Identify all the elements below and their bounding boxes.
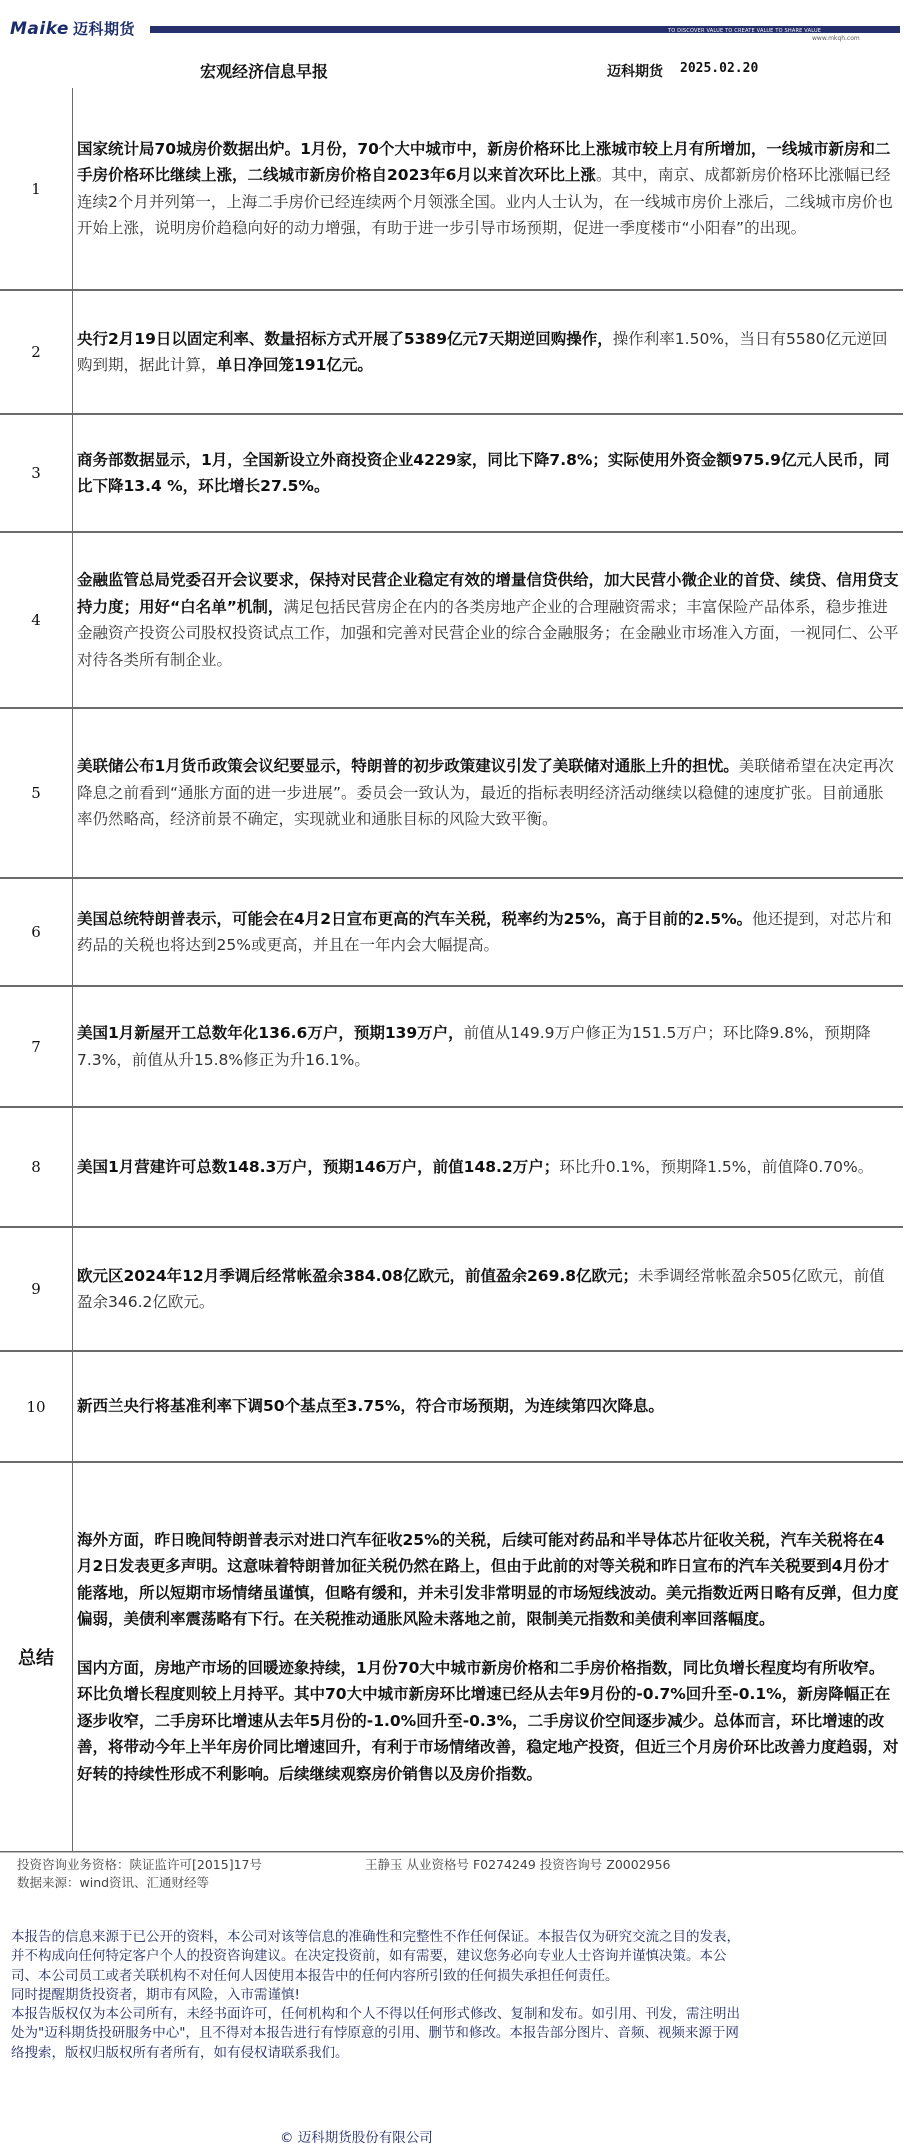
news-detail: 前值从149.9万户修正为151.5万户；环比降9.8%，预期降7.3%，前值从升15.8%修正为升16.1%。 bbox=[77, 1024, 871, 1069]
header-banner bbox=[0, 0, 904, 44]
news-row bbox=[0, 1107, 903, 1227]
report-title: 宏观经济信息早报 bbox=[200, 62, 329, 81]
row-number: 4 bbox=[0, 532, 73, 708]
news-row bbox=[0, 1227, 903, 1351]
news-row bbox=[0, 414, 903, 532]
news-headline: 美国1月新屋开工总数年化136.6万户，预期139万户， bbox=[77, 1024, 464, 1042]
row-number: 6 bbox=[0, 878, 73, 986]
news-detail: 美联储希望在决定再次降息之前看到“通胀方面的进一步进展”。委员会一致认为，最近的指标表明经济活动继续以稳健的速度扩张。目前通胀率仍然略高，经济前景不确定，实现就业和通胀目标的风险大致平衡。 bbox=[77, 757, 894, 829]
company-logo: Maike 迈科期货 bbox=[10, 19, 135, 39]
disclaimer bbox=[11, 1928, 746, 2063]
disclaimer-risk: 同时提醒期货投资者，期市有风险，入市需谨慎! bbox=[11, 1986, 300, 2003]
news-row bbox=[0, 1351, 903, 1462]
news-content bbox=[73, 1351, 904, 1462]
row-number: 9 bbox=[0, 1227, 73, 1351]
qualification-text: 投资咨询业务资格：陕证监许可[2015]17号 bbox=[17, 1857, 262, 1872]
news-detail: 未季调经常帐盈余505亿欧元，前值盈余346.2亿欧元。 bbox=[77, 1266, 885, 1311]
news-content bbox=[73, 878, 904, 986]
row-number: 7 bbox=[0, 986, 73, 1107]
news-content bbox=[73, 414, 904, 532]
news-detail: 环比升0.1%，预期降1.5%，前值降0.70%。 bbox=[559, 1157, 874, 1176]
news-row bbox=[0, 708, 903, 878]
news-content bbox=[73, 986, 904, 1107]
news-row bbox=[0, 878, 903, 986]
row-number: 10 bbox=[0, 1351, 73, 1462]
summary-row bbox=[0, 1462, 903, 1852]
news-row bbox=[0, 532, 903, 708]
news-row bbox=[0, 290, 903, 414]
report-date: 2025.02.20 bbox=[680, 61, 759, 76]
news-headline: 欧元区2024年12月季调后经常帐盈余384.08亿欧元，前值盈余269.8亿欧元； bbox=[77, 1266, 639, 1285]
disclaimer-source: 本报告的信息来源于已公开的资料，本公司对该等信息的准确性和完整性不作任何保证。本报告仅为研究交流之目的发表，并不构成向任何特定客户个人的投资咨询建议。在决定投资前，如有需要，建议您务必向专业人士咨询并谨慎决策。本公司、本公司员工或者关联机构不对任何人因使用本报告中的任何内容所引致的任何损失承担任何责任。 bbox=[11, 1929, 740, 1984]
row-number: 1 bbox=[0, 88, 73, 290]
news-row bbox=[0, 88, 903, 290]
summary-overseas: 海外方面，昨日晚间特朗普表示对进口汽车征收25%的关税，后续可能对药品和半导体芯片征收关税，汽车关税将在4月2日发表更多声明。这意味着特朗普加征关税仍然在路上，但由于此前的对等关税和昨日宣布的汽车关税要到4月份才能落地，所以短期市场情绪虽谨慎，但略有缓和，并未引发非常明显的市场短线波动。美元指数近两日略有反弹，但力度偏弱，美债利率震荡略有下行。在关税推动通胀风险未落地之前，限制美元指数和美债利率回落幅度。 bbox=[77, 1530, 899, 1629]
row-number: 5 bbox=[0, 708, 73, 878]
header-tagline: TO DISCOVER VALUE TO CREATE VALUE TO SHARE VALUE bbox=[668, 28, 822, 34]
disclaimer-copyright: 本报告版权仅为本公司所有，未经书面许可，任何机构和个人不得以任何形式修改、复制和发布。如引用、刊发，需注明出处为"迈科期货投研服务中心"，且不得对本报告进行有悖原意的引用、删节和修改。本报告部分图片、音频、视频来源于网络搜索，版权归版权所有者所有，如有侵权请联系我们。 bbox=[11, 2006, 740, 2061]
report-company: 迈科期货 bbox=[607, 64, 663, 80]
summary-label: 总结 bbox=[0, 1462, 73, 1852]
news-headline: 商务部数据显示，1月，全国新设立外商投资企业4229家，同比下降7.8%；实际使用外资金额975.9亿元人民币，同比下降13.4 %，环比增长27.5%。 bbox=[77, 450, 890, 495]
footer-info bbox=[17, 1856, 671, 1892]
summary-content bbox=[73, 1462, 904, 1852]
news-headline: 金融监管总局党委召开会议要求，保持对民营企业稳定有效的增量信贷供给，加大民营小微企业的首贷、续贷、信用贷支持力度；用好“白名单”机制， bbox=[77, 571, 899, 616]
news-highlight: 单日净回笼191亿元。 bbox=[216, 356, 373, 374]
news-content bbox=[73, 1107, 904, 1227]
news-headline: 央行2月19日以固定利率、数量招标方式开展了5389亿元7天期逆回购操作， bbox=[77, 329, 613, 348]
header-website: www.mkqh.com bbox=[812, 35, 860, 42]
news-headline: 国家统计局70城房价数据出炉。1月份，70个大中城市中，新房价格环比上涨城市较上月有所增加，一线城市新房和二手房价格环比继续上涨，二线城市新房价格自2023年6月以来首次环比上涨 bbox=[77, 139, 891, 184]
news-content bbox=[73, 88, 904, 290]
news-row bbox=[0, 986, 903, 1107]
row-number: 2 bbox=[0, 290, 73, 414]
news-headline: 美国1月营建许可总数148.3万户，预期146万户，前值148.2万户； bbox=[77, 1157, 560, 1176]
news-table bbox=[0, 88, 903, 1853]
news-content bbox=[73, 708, 904, 878]
footer-divider bbox=[0, 1852, 904, 1853]
news-detail: 他还提到，对芯片和药品的关税也将达到25%或更高，并且在一年内会大幅提高。 bbox=[77, 909, 892, 954]
news-content bbox=[73, 1227, 904, 1351]
summary-domestic: 国内方面，房地产市场的回暖迹象持续，1月份70大中城市新房价格和二手房价格指数，同比负增长程度均有所收窄。环比负增长程度则较上月持平。其中70大中城市新房环比增速已经从去年9月份的-0.7%回升至-0.1%，新房降幅正在逐步收窄，二手房环比增速从去年5月份的-1.0%回升至-0.3%，二手房议价空间逐步减少。总体而言，环比增速的改善，将带动今年上半年房价同比增速回升，有利于市场情绪改善，稳定地产投资，但近三个月房价环比改善力度趋弱，对好转的持续性形成不利影响。后续继续观察房价销售以及房价指数。 bbox=[77, 1658, 899, 1783]
news-content bbox=[73, 532, 904, 708]
data-source-text: 数据来源：wind资讯、汇通财经等 bbox=[17, 1875, 210, 1890]
analyst-info: 王静玉 从业资格号 F0274249 投资咨询号 Z0002956 bbox=[365, 1857, 671, 1872]
copyright-text: © 迈科期货股份有限公司 bbox=[280, 2130, 433, 2146]
news-headline: 美国总统特朗普表示，可能会在4月2日宣布更高的汽车关税，税率约为25%，高于目前的2.5%。 bbox=[77, 909, 753, 928]
news-headline: 新西兰央行将基准利率下调50个基点至3.75%，符合市场预期，为连续第四次降息。 bbox=[77, 1397, 664, 1416]
news-detail: 。其中，南京、成都新房价格环比涨幅已经连续2个月并列第一，上海二手房价已经连续两个月领涨全国。业内人士认为，在一线城市房价上涨后，二线城市房价也开始上涨，说明房价趋稳向好的动力增强，有助于进一步引导市场预期，促进一季度楼市“小阳春”的出现。 bbox=[77, 166, 893, 237]
news-headline: 美联储公布1月货币政策会议纪要显示，特朗普的初步政策建议引发了美联储对通胀上升的担忧。 bbox=[77, 757, 739, 776]
news-detail: 操作利率1.50%，当日有5580亿元逆回购到期，据此计算， bbox=[77, 329, 888, 374]
news-content bbox=[73, 290, 904, 414]
news-detail: 满足包括民营房企在内的各类房地产企业的合理融资需求；丰富保险产品体系，稳步推进金融资产投资公司股权投资试点工作，加强和完善对民营企业的综合金融服务；在金融业市场准入方面，一视同仁、公平对待各类所有制企业。 bbox=[77, 597, 899, 669]
row-number: 8 bbox=[0, 1107, 73, 1227]
row-number: 3 bbox=[0, 414, 73, 532]
